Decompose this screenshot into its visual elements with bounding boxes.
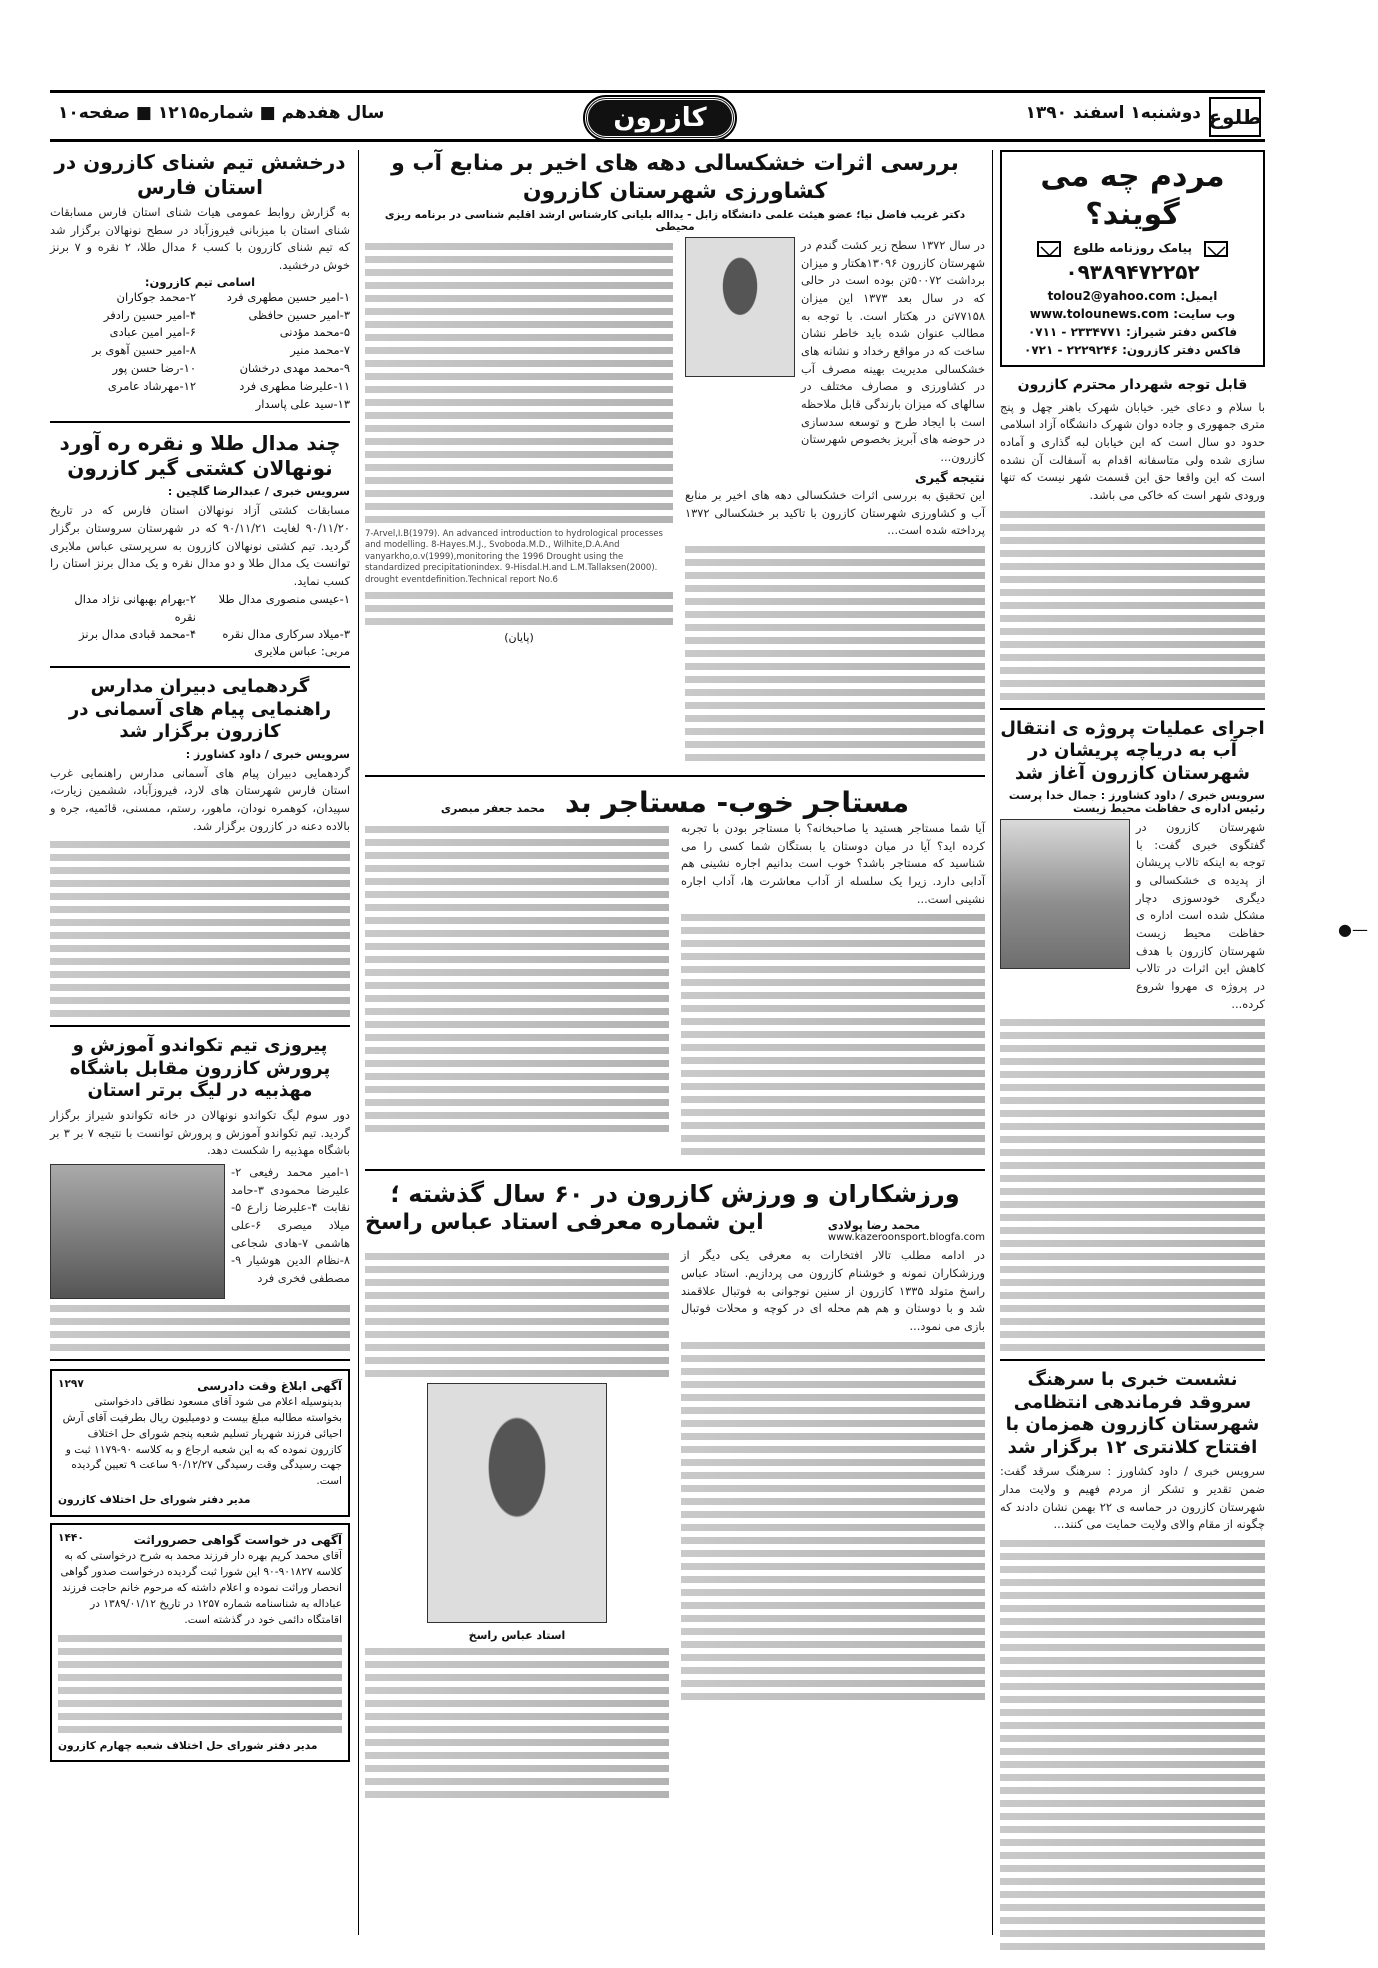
list-item: ۱۳-سید علی پاسدار xyxy=(255,396,350,411)
sms-number: ۰۹۳۸۹۴۷۲۲۵۲ xyxy=(1065,260,1200,284)
list-item: ۸-امیر حسین آهوی بر xyxy=(92,343,196,358)
text-filler xyxy=(365,592,673,625)
column-divider xyxy=(358,150,359,1935)
tenant-author: محمد جعفر مبصری xyxy=(440,802,545,815)
sports-site: www.kazeroonsport.blogfa.com xyxy=(827,1232,985,1244)
sms-label: پیامک روزنامه طلوع xyxy=(1073,241,1192,255)
teachers-byline: سرویس خبری / داود کشاورز : xyxy=(185,747,350,761)
water-text: شهرستان کازرون در گفتگوی خبری گفت: با توجه به اینکه تالاب پریشان از پدیده ی خشکسالی و دیگری خودسوزی دچار مشکل شده است اداره ی حفاظت محیط زیست شهرستان کازرون با هدف کاهش این اثرات در تالاب در پروژه ی مهروا شروع کرده... xyxy=(1136,820,1265,1011)
list-item: ۱۲-مهرشاد عامری xyxy=(107,378,196,393)
text-filler xyxy=(1000,1019,1265,1351)
separator xyxy=(50,666,350,668)
notice2-text: آقای محمد کریم بهره دار فرزند محمد به شرح درخواستی که به کلاسه ۹۰۱۸۲۷-۹۰ این شورا ثبت گردیده درخواست صدور گواهی انحصار وراثت نموده و اعلام داشته که مرحوم خانم حاجت فرزند عباداله به شناسنامه شماره ۱۲۵۷ در تاریخ ۱۳۸۹/۰۱/۱۲ در اقامتگاه دائمی خود در گذشته است. xyxy=(60,1550,342,1626)
notice2-title: آگهی در خواست گواهی حصروراثت xyxy=(133,1533,342,1548)
text-filler xyxy=(50,841,350,1017)
separator xyxy=(365,1169,985,1171)
envelope-icon xyxy=(1037,241,1061,257)
issue-date: دوشنبه۱ اسفند ۱۳۹۰ xyxy=(1025,103,1201,123)
fax-shiraz: فاکس دفتر شیراز: ۲۳۳۴۷۷۱ - ۰۷۱۱ xyxy=(1027,325,1238,339)
column-divider xyxy=(992,150,993,1935)
list-item: ۴-امیر حسین رادفر xyxy=(103,307,196,322)
list-item: ۲-محمد جوکاران xyxy=(116,289,196,304)
separator xyxy=(365,775,985,777)
excavator-photo xyxy=(1000,819,1130,969)
list-item: ۱۰-رضا حسن پور xyxy=(112,360,196,375)
mayor-title: قابل توجه شهردار محترم کازرون xyxy=(1017,377,1248,393)
list-item: ۶-امیر امین عبادی xyxy=(109,325,196,340)
middle-column xyxy=(365,150,985,1804)
side-arrow-icon: ●— xyxy=(1338,920,1368,939)
list-item: ۳-میلاد سرکاری مدال نقره xyxy=(222,627,350,642)
wrestling-byline: سرویس خبری / عبدالرضا گلچین : xyxy=(167,485,350,499)
list-item: ۱۱-علیرضا مطهری فرد xyxy=(239,378,350,393)
notice1-number: ۱۲۹۷ xyxy=(58,1377,84,1390)
wrestler-list xyxy=(50,591,350,644)
tenant-text: آیا شما مستاجر هستید یا صاحبخانه؟ با مستاجر بودن با تجربه کرده اید؟ آیا در میان دوستان یا بستگان شما کسی را می شناسید که مستاجر باشد؟ خوب است بدانیم اجاره نشینی هم آدابی دارد. زیرا یک سلسله از آداب معاشرت ها، آداب اجاره نشینی است... xyxy=(681,821,985,906)
end-mark: (پایان) xyxy=(504,631,534,645)
section-title: کازرون xyxy=(585,97,735,139)
athlete-caption: استاد عباس راسخ xyxy=(468,1629,566,1643)
text-filler xyxy=(365,826,669,1132)
list-item: ۱-امیر حسین مطهری فرد xyxy=(226,289,350,304)
newspaper-page xyxy=(50,90,1265,1935)
references: 7-Arvel,I.B(1979). An advanced introduction to hydrological processes and modelling. 8-Hayes.M.J., Svoboda.M.D., Wilhite,D.A.And vanyarkho,o.v(1999),monitoring the 1996 Drought using the standardized precipitationindex. 9-Hisdal.H.and L.M.Tallaksen(2000). drought eventdefinition.Technical report No.6 xyxy=(365,529,663,585)
list-item: ۵-محمد مؤدنی xyxy=(279,325,350,340)
list-item: ۲-بهرام بهبهانی نژاد مدال نقره xyxy=(74,591,196,624)
list-item: ۴-محمد قبادی مدال برنز xyxy=(78,627,196,642)
swim-text: به گزارش روابط عمومی هیات شنای استان فارس مسابقات شنای استان با میزبانی فیروزآباد در سطح نونهالان برگزار شد که تیم شنای کازرون با کسب ۶ مدال طلا، ۲ نقره و ۷ برنز خوش درخشید. xyxy=(50,205,350,273)
notice2-footer: مدیر دفتر شورای حل اختلاف شعبه چهارم کازرون xyxy=(58,1739,318,1752)
wrestling-coach: مربی: عباس ملایری xyxy=(254,644,350,659)
swim-title: درخشش تیم شنای کازرون در استان فارس xyxy=(54,150,346,199)
legal-notice-2 xyxy=(50,1523,350,1762)
text-filler xyxy=(365,1648,669,1798)
text-filler xyxy=(681,914,985,1155)
teachers-text: گردهمایی دبیران پیام های آسمانی مدارس راهنمایی غرب استان فارس شهرستان های لارد، فیروزآباد، ششمین زیارت، سپیدان، کوهمره نودان، ماهور، رستم، ممسنی، قائمیه، جره و بالاده دعنه در کازرون برگزار شد. xyxy=(50,765,350,833)
right-column xyxy=(1000,150,1265,1956)
teachers-title: گردهمایی دبیران مدارس راهنمایی پیام های آسمانی در کازرون برگزار شد xyxy=(68,676,332,743)
mayor-text: با سلام و دعای خیر. خیابان شهرک باهنر چهل و پنج متری جمهوری و جاده دوان شهرک دانشگاه آزاد اسلامی حدود دو سال است که این خیابان لبه گذاری و آماده سازی شده ولی متاسفانه اقدام به آسفالت آن نشده است که این واقعا حق این قسمت شهر نیست که تنها ورودی شهر است که خاکی می باشد. xyxy=(1000,399,1265,502)
text-filler xyxy=(1000,511,1265,700)
article1-title: بررسی اثرات خشکسالی دهه های اخیر بر منابع آب و کشاورزی شهرستان کازرون xyxy=(391,151,959,204)
masthead xyxy=(50,90,1265,142)
athlete-portrait xyxy=(427,1383,607,1623)
list-item: ۳-امیر حسین حافظی xyxy=(248,307,350,322)
sports-title: ورزشکاران و ورزش کازرون در ۶۰ سال گذشته ؛ xyxy=(390,1180,960,1209)
notice1-title: آگهی ابلاغ وقت دادرسی xyxy=(197,1378,342,1393)
envelope-icon xyxy=(1204,241,1228,257)
article1-byline: دکتر غریب فاضل نیا؛ عضو هیئت علمی دانشگاه زابل - یدااله بلیانی کارشناس ارشد اقلیم شناسی در برنامه ریزی محیطی xyxy=(384,209,966,233)
result-title: نتیجه گیری xyxy=(914,470,985,486)
separator xyxy=(1000,708,1265,710)
issue-info: سال هفدهم ■ شماره۱۲۱۵ ■ صفحه۱۰ xyxy=(58,103,385,123)
list-item: ۹-محمد مهدی درخشان xyxy=(239,360,350,375)
fax-kazerun: فاکس دفتر کازرون: ۲۲۲۹۲۴۶ - ۰۷۲۱ xyxy=(1024,343,1241,357)
taekwondo-text: دور سوم لیگ تکواندو نونهالان در خانه تکواندو شیراز برگزار گردید. تیم تکواندو آموزش و پرورش توانست با نتیجه ۷ بر ۳ بر باشگاه مهذبیه را شکست دهد. xyxy=(50,1107,351,1158)
wrestling-title: چند مدال طلا و نقره ره آورد نونهالان کشتی گیر کازرون xyxy=(59,431,341,481)
list-item: ۷-محمد منیر xyxy=(290,343,350,358)
text-filler xyxy=(365,243,673,523)
article1-text: در سال ۱۳۷۲ سطح زیر کشت گندم در شهرستان کازرون ۱۳۰۹۶هکتار و میزان برداشت ۵۰۰۷۲تن بوده است در حالی که در سال بعد ۱۳۷۳ این میزان ۷۷۱۵۸تن در هکتار است. با توجه به مطالب عنوان شده باید خاطر نشان ساخت که در مواقع رخداد و نشانه های خشکسالی مدیریت بهینه مصرف آب در کشاورزی و مصارف مختلف در سالهای که میزان بارندگی قابل ملاحظه است با ایجاد طرح و توسعه سدسازی در حوضه های آبریز بخصوص شهرستان کازرون... xyxy=(801,238,985,465)
tenant-title: مستاجر خوب- مستاجر بد xyxy=(564,786,910,819)
result-text: این تحقیق به بررسی اثرات خشکسالی دهه های اخیر بر منابع آب و کشاورزی شهرستان کازرون با تاکید بر خشکسالی ۱۳۷۲ پرداخته شده است... xyxy=(685,487,985,538)
sports-subtitle: این شماره معرفی استاد عباس راسخ xyxy=(365,1210,764,1236)
police-text: سرویس خبری / داود کشاورز : سرهنگ سرقد گفت: ضمن تقدیر و تشکر از مردم فهیم و ولایت مدار شهرستان کازرون در حماسه ی ۲۲ بهمن نشان دادند که چگونه از مقام والای ولایت حمایت می کنند... xyxy=(1000,1464,1265,1532)
separator xyxy=(50,1025,350,1027)
text-filler xyxy=(1000,1540,1265,1950)
taekwondo-list: ۱-امیر محمد رفیعی ۲-علیرضا محمودی ۳-حامد نقابت ۴-علیرضا زارع ۵-میلاد میصری ۶-علی هاشمی ۷-هادی شجاعی ۸-نظام الدین هوشیار ۹-مصطفی فخری فرد xyxy=(231,1164,350,1285)
text-filler xyxy=(365,1253,669,1377)
newspaper-logo: طلوع xyxy=(1209,97,1261,137)
sports-text: در ادامه مطلب تالار افتخارات به معرفی یکی دیگر از ورزشکاران نمونه و خوشنام کازرون می پردازیم. استاد عباس راسخ متولد ۱۳۳۵ کازرون از سنین نوجوانی به فوتبال علاقمند شد و با دوستان و هم هم محله ای در کوچه و محلات فوتبال بازی می نمود... xyxy=(681,1248,985,1334)
email: ایمیل: tolou2@yahoo.com xyxy=(1047,289,1218,303)
water-byline: سرویس خبری / داود کشاورز : جمال خدا پرست رئیس اداره ی حفاظت محیط زیست xyxy=(1008,789,1265,816)
list-item: ۱-عیسی منصوری مدال طلا xyxy=(218,591,350,606)
text-filler xyxy=(685,546,985,761)
text-filler xyxy=(681,1342,985,1700)
left-column xyxy=(50,150,350,1762)
swimmer-list xyxy=(50,289,350,414)
separator xyxy=(1000,1359,1265,1361)
sports-author: محمد رضا پولادی xyxy=(827,1219,921,1233)
text-filler xyxy=(50,1305,350,1351)
water-title: اجرای عملیات پروژه ی انتقال آب به دریاچه پریشان در شهرستان کازرون آغاز شد xyxy=(1000,717,1265,784)
people-title: مردم چه می گویند؟ xyxy=(1040,159,1225,232)
separator xyxy=(50,1359,350,1361)
notice2-number: ۱۴۴۰ xyxy=(58,1532,84,1545)
website: وب سایت: www.tolounews.com xyxy=(1029,307,1236,321)
wrestling-text: مسابقات کشتی آزاد نونهالان استان فارس که در تاریخ ۹۰/۱۱/۲۰ لغایت ۹۰/۱۱/۲۱ که در شهرستان سروستان برگزار گردید. تیم کشتی نونهالان کازرون به سرپرستی عباس ملایری توانست یک مدال طلا و دو مدال نقره و یک مدال برنز استان را کسب نماید. xyxy=(50,503,350,589)
contact-block xyxy=(1008,239,1257,359)
police-title: نشست خبری با سرهنگ سروقد فرماندهی انتظامی شهرستان کازرون همزمان با افتتاح کلانتری ۱۲ برگزار شد xyxy=(1005,1369,1260,1458)
text-filler xyxy=(58,1635,342,1733)
notice1-footer: مدیر دفتر شورای حل اختلاف کازرون xyxy=(58,1494,251,1507)
reader-feedback-box xyxy=(1000,150,1265,367)
notice1-text: بدینوسیله اعلام می شود آقای مسعود نطاقی دادخواستی بخواسته مطالبه مبلغ بیست و دومیلیون ریال بطرفیت آقای آرش احیائی فرزند شهریار تسلیم شعبه پنجم شورای حل اختلاف کازرون نموده که به این شعبه ارجاع و به کلاسه ۹۰-۱۱۷۹ ثبت و جهت رسیدگی وقت رسیدگی ۹۰/۱۲/۲۷ ساعت ۹ تعیین گردیده است. xyxy=(62,1395,342,1488)
taekwondo-title: پیروزی تیم تکواندو آموزش و پرورش کازرون مقابل باشگاه مهذبیه در لیگ برتر استان xyxy=(69,1035,331,1102)
separator xyxy=(50,421,350,423)
team-label: اسامی تیم کازرون: xyxy=(144,274,256,289)
list-item xyxy=(50,396,196,414)
author-portrait xyxy=(685,237,795,377)
taekwondo-team-photo xyxy=(50,1164,225,1299)
legal-notice-1 xyxy=(50,1369,350,1517)
